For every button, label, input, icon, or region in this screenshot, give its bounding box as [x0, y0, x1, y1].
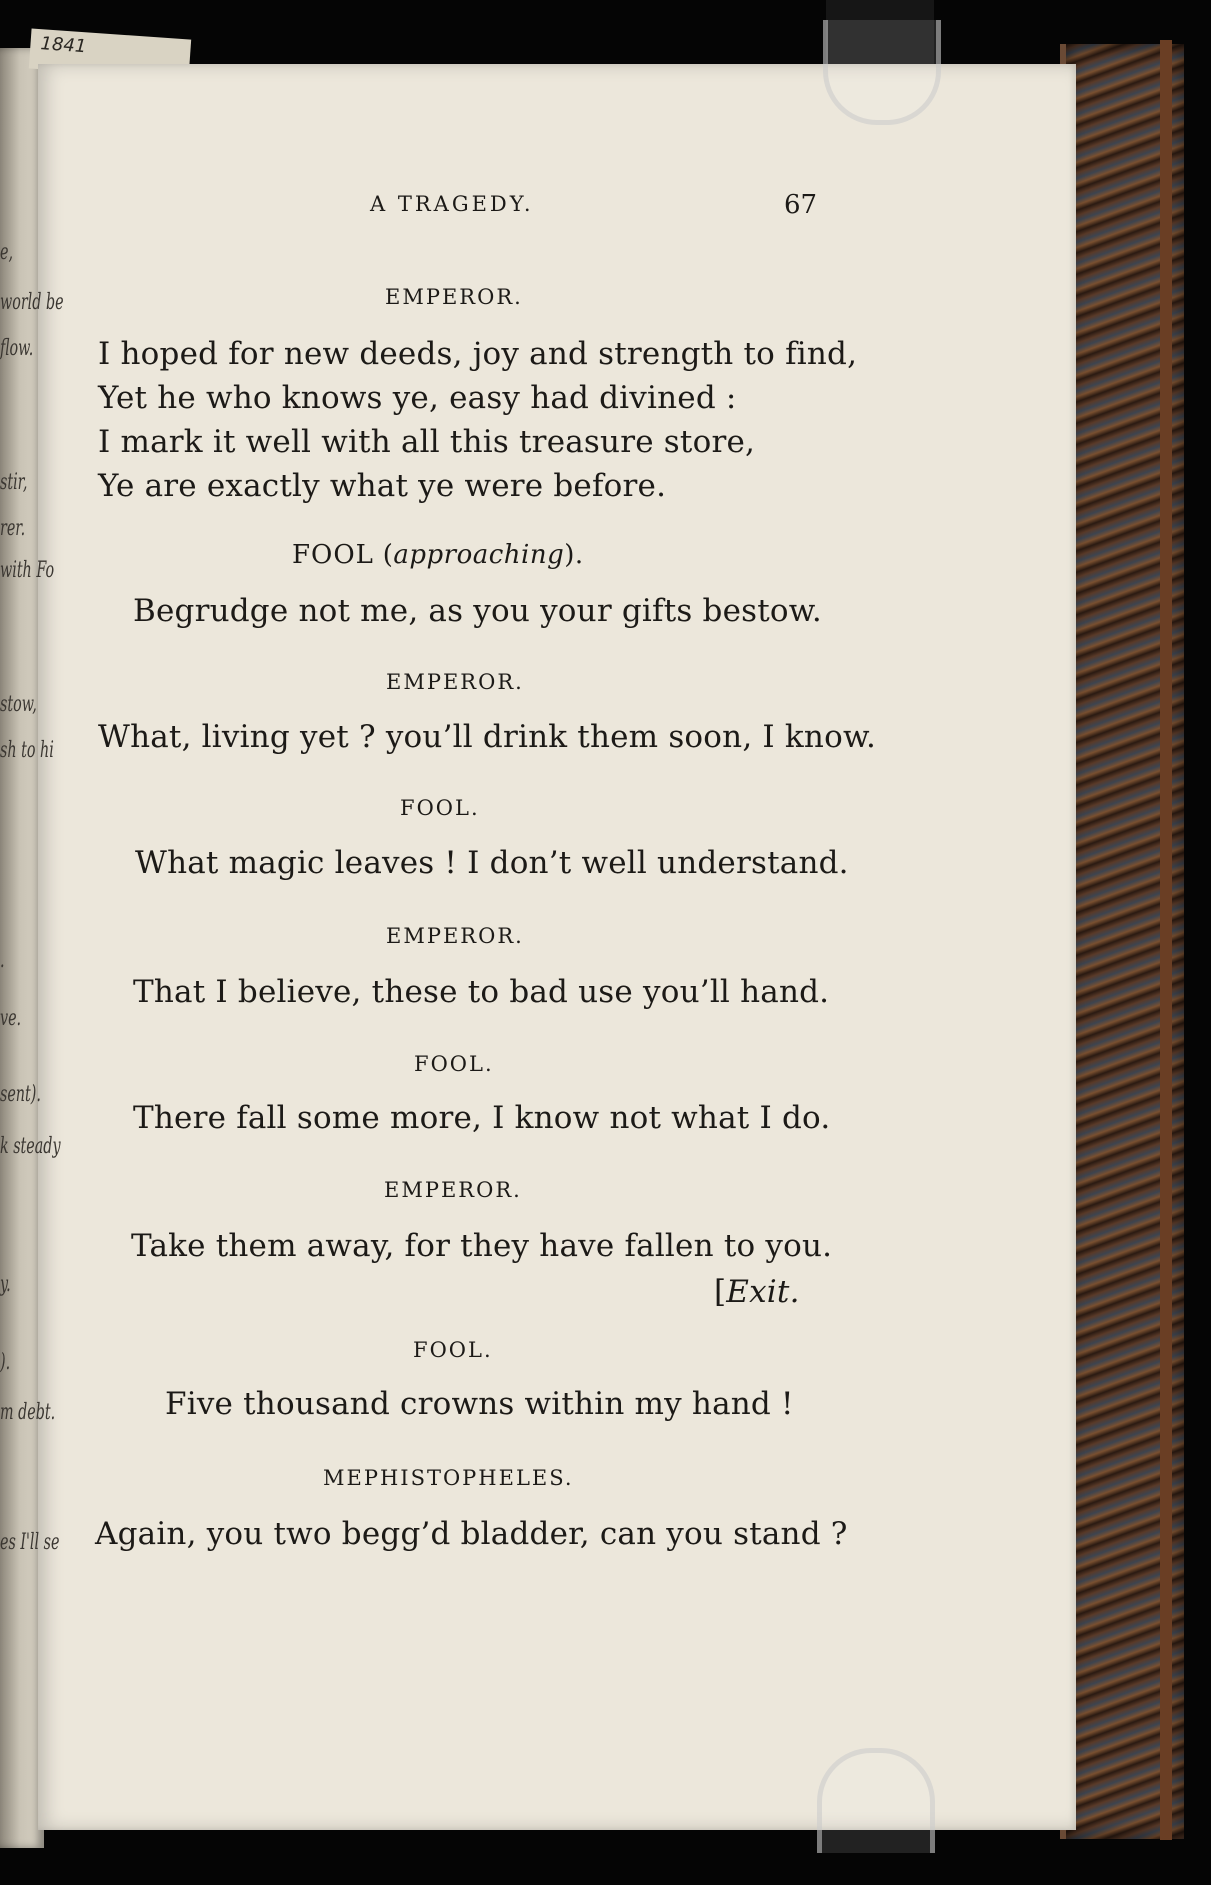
- exit-direction: Exit.: [726, 1274, 800, 1310]
- verse-line: Yet he who knows ye, easy had divined :: [98, 380, 737, 416]
- margin-fragment: .: [0, 948, 5, 973]
- margin-fragment: es I'll se: [0, 1530, 60, 1555]
- verse-line: There fall some more, I know not what I do.: [133, 1100, 831, 1136]
- stage-direction: [Exit.: [714, 1274, 800, 1310]
- verse-line: Take them away, for they have fallen to you.: [131, 1228, 833, 1264]
- verse-line: What magic leaves ! I don’t well understand.: [135, 845, 849, 881]
- verse-line: I mark it well with all this treasure store,: [98, 424, 756, 460]
- speaker-name: EMPEROR.: [386, 670, 524, 694]
- running-head: A TRAGEDY.: [370, 192, 534, 216]
- margin-fragment: sh to hi: [0, 738, 54, 763]
- margin-fragment: k steady: [0, 1134, 61, 1159]
- speaker-name: FOOL: [292, 540, 374, 570]
- speaker-name: MEPHISTOPHELES.: [323, 1466, 574, 1490]
- margin-fragment: m debt.: [0, 1400, 56, 1425]
- speaker-name: FOOL.: [414, 1052, 494, 1076]
- verse-line: Five thousand crowns within my hand !: [165, 1386, 794, 1422]
- margin-fragment: flow.: [0, 336, 34, 361]
- margin-fragment: sent).: [0, 1082, 41, 1107]
- speaker-name: EMPEROR.: [384, 1178, 522, 1202]
- verse-line: I hoped for new deeds, joy and strength to find,: [98, 336, 858, 372]
- verse-line: What, living yet ? you’ll drink them soon, I know.: [98, 719, 877, 755]
- margin-fragment: stir,: [0, 470, 28, 495]
- stage-direction: approaching: [393, 540, 565, 570]
- verse-line: That I believe, these to bad use you’ll hand.: [133, 974, 830, 1010]
- margin-fragment: e,: [0, 240, 14, 265]
- speaker-name: FOOL.: [413, 1338, 493, 1362]
- speaker-heading: FOOL (approaching).: [292, 540, 584, 570]
- speaker-name: EMPEROR.: [385, 285, 523, 309]
- margin-fragment: rer.: [0, 516, 26, 541]
- margin-fragment: stow,: [0, 692, 37, 717]
- verse-line: Again, you two begg’d bladder, can you stand ?: [95, 1516, 848, 1552]
- page-number: 67: [784, 190, 818, 220]
- margin-fragment: world be: [0, 290, 64, 315]
- catalog-tab: 1841: [29, 28, 191, 79]
- speaker-name: FOOL.: [400, 796, 480, 820]
- margin-fragment: ).: [0, 1350, 11, 1375]
- margin-fragment: with Fo: [0, 558, 55, 583]
- verse-line: Ye are exactly what ye were before.: [98, 468, 667, 504]
- margin-fragment: y.: [0, 1272, 11, 1297]
- speaker-name: EMPEROR.: [386, 924, 524, 948]
- margin-fragment: ve.: [0, 1006, 22, 1031]
- verse-line: Begrudge not me, as you your gifts bestow.: [133, 593, 822, 629]
